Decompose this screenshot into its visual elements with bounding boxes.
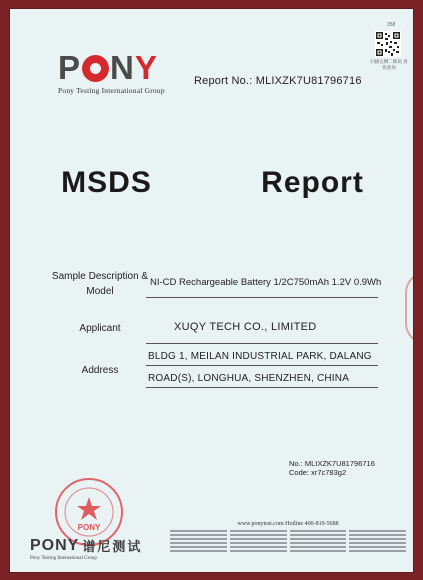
contact-line (230, 546, 287, 548)
contact-line (290, 538, 347, 540)
contact-line (230, 550, 287, 552)
address-line-1: BLDG 1, MEILAN INDUSTRIAL PARK, DALANG (148, 351, 372, 362)
stamp-center-text: PONY (77, 523, 101, 532)
applicant-rule (146, 343, 378, 344)
contacts-block (170, 521, 406, 569)
contact-line (170, 534, 227, 536)
contact-line (230, 534, 287, 536)
contact-line (170, 546, 227, 548)
footer-report-no: No.: MLIXZK7U81796716 (289, 459, 375, 468)
contact-line (170, 538, 227, 540)
applicant-label: Applicant (79, 323, 121, 334)
bottom-logo (30, 536, 142, 555)
sample-description-label: Sample Description & Model (51, 271, 149, 297)
report-number: Report No.: MLIXZK7U81796716 (194, 75, 362, 87)
logo-wordmark: P N Y (58, 49, 158, 86)
contacts-header: www.ponytest.com Hotline 400-819-5688 (237, 521, 339, 527)
bottom-logo-chinese: 谱尼测试 (82, 539, 143, 554)
qr-caption: 扫描左侧二维码 真伪查询 (370, 59, 408, 70)
address-label: Address (81, 365, 119, 376)
pony-logo (58, 49, 165, 95)
contact-line (349, 530, 406, 532)
address-line-2: ROAD(S), LONGHUA, SHENZHEN, CHINA (148, 373, 350, 384)
contact-line (290, 542, 347, 544)
footer-code: Code: xr7c783g2 (289, 468, 347, 477)
contact-line (290, 550, 347, 552)
contact-line (290, 530, 347, 532)
contact-line (349, 534, 406, 536)
qr-code-icon (375, 31, 401, 57)
contact-line (170, 550, 227, 552)
bottom-logo-word: PONY (30, 537, 80, 554)
applicant-value: XUQY TECH CO., LIMITED (174, 321, 317, 333)
contact-line (349, 538, 406, 540)
contact-line (349, 550, 406, 552)
contact-line (230, 542, 287, 544)
address-rule-1 (146, 365, 378, 366)
contact-line (230, 530, 287, 532)
side-seal-mark (405, 271, 414, 345)
logo-subtitle: Pony Testing International Group (58, 86, 165, 95)
sample-rule (146, 297, 378, 298)
contact-line (170, 542, 227, 544)
logo-o-circle-icon (82, 55, 109, 82)
contacts-grid (170, 530, 406, 552)
sample-description-value: NI-CD Rechargeable Battery 1/2C750mAh 1.2V 0.9Wh (150, 277, 382, 288)
certificate-sheet (9, 8, 414, 573)
contact-line (290, 546, 347, 548)
contact-line (290, 534, 347, 536)
address-rule-2 (146, 387, 378, 388)
qr-top-label: 358 (387, 22, 396, 28)
bottom-logo-subtitle: Pony Testing International Group (30, 556, 97, 561)
contact-line (170, 530, 227, 532)
document-title: MSDS Report (61, 166, 364, 199)
contact-line (349, 542, 406, 544)
contact-line (230, 538, 287, 540)
contact-line (349, 546, 406, 548)
